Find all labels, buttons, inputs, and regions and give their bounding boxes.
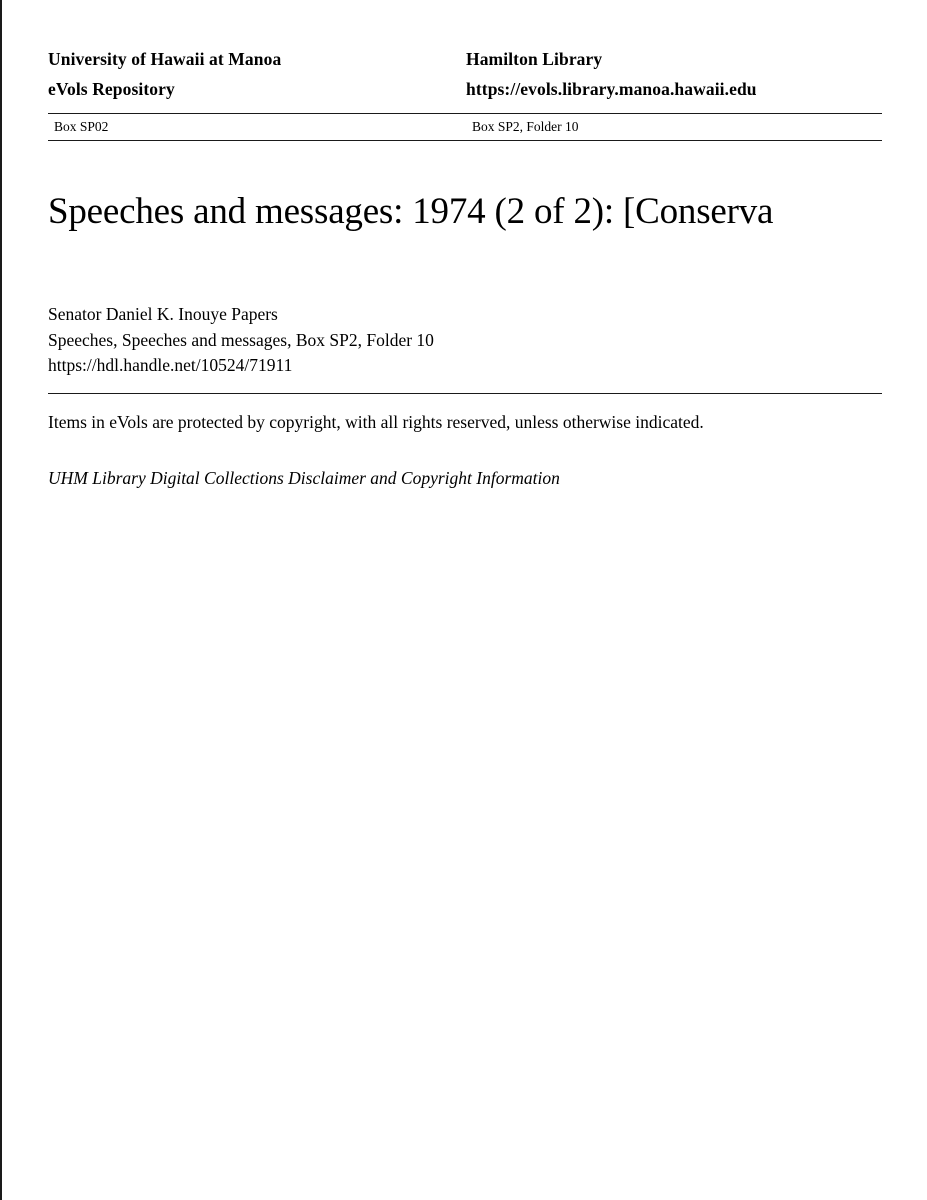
repository-name: eVols Repository [48, 79, 175, 99]
header-row-box [48, 114, 882, 140]
repository-header [48, 44, 882, 141]
rights-statement: Items in eVols are protected by copyright, with all rights reserved, unless otherwise indicated. [48, 412, 704, 432]
header-divider-bottom [48, 140, 882, 141]
page-title: Speeches and messages: 1974 (2 of 2): [Conserva [48, 191, 774, 232]
institution-name: University of Hawaii at Manoa [48, 49, 282, 69]
box-folder-identifier: Box SP2, Folder 10 [472, 119, 579, 134]
citation-block [48, 302, 882, 379]
box-identifier: Box SP02 [54, 119, 109, 134]
disclaimer-link[interactable]: UHM Library Digital Collections Disclaimer and Copyright Information [48, 468, 560, 488]
series-location: Speeches, Speeches and messages, Box SP2, Folder 10 [48, 329, 434, 350]
repository-url[interactable]: https://evols.library.manoa.hawaii.edu [466, 79, 757, 99]
library-name: Hamilton Library [466, 49, 603, 69]
handle-url[interactable]: https://hdl.handle.net/10524/71911 [48, 355, 293, 375]
header-row-institution [48, 44, 882, 74]
collection-name: Senator Daniel K. Inouye Papers [48, 304, 278, 324]
citation-divider [48, 393, 882, 394]
header-row-repository [48, 74, 882, 104]
